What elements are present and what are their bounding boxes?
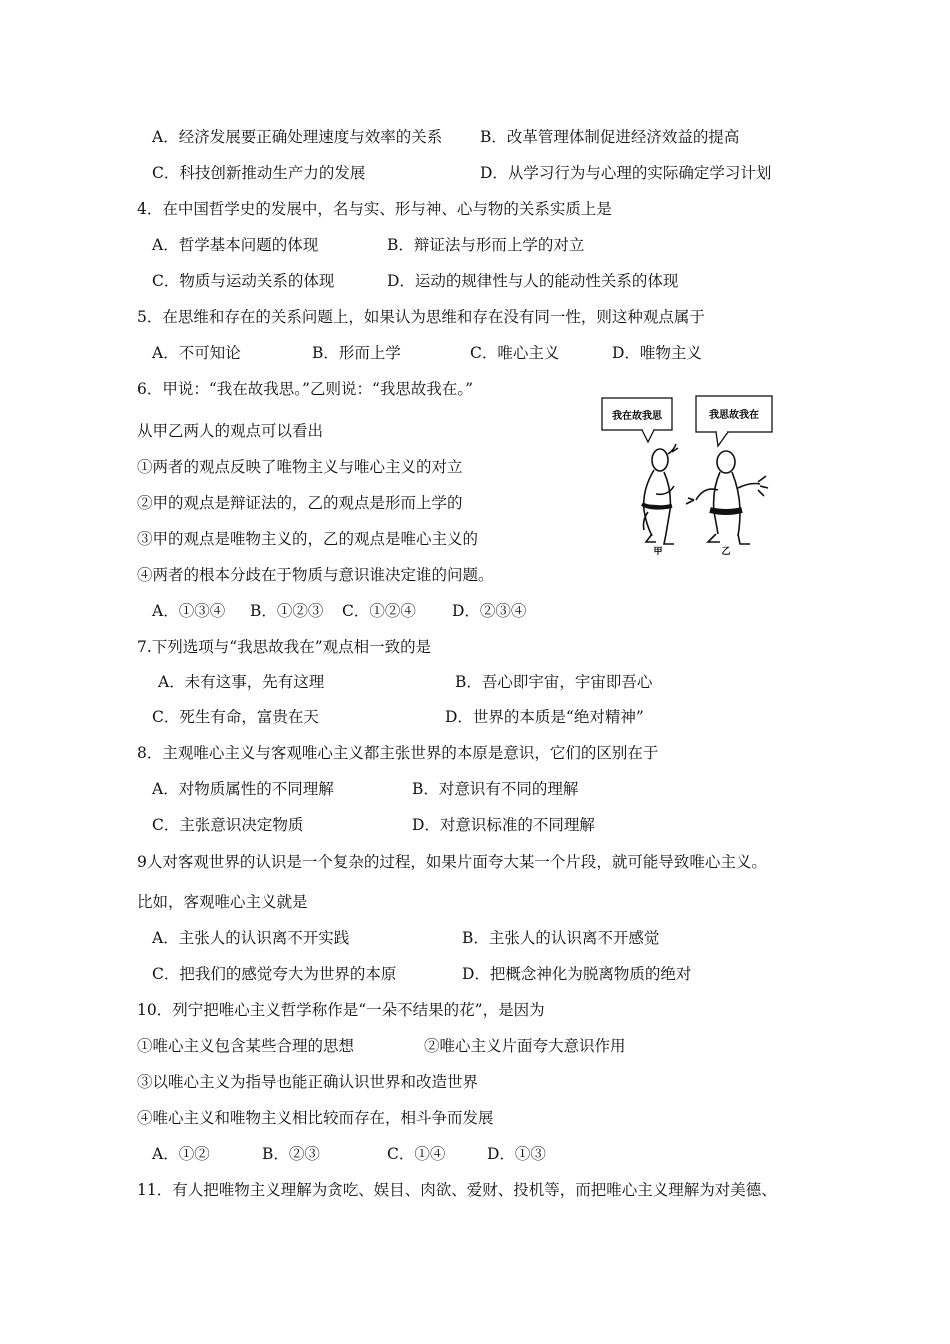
q8-option-d: D．对意识标准的不同理解 <box>412 816 595 834</box>
q8-option-b: B．对意识有不同的理解 <box>412 780 579 798</box>
debate-cartoon <box>598 394 778 556</box>
q9-option-c: C．把我们的感觉夸大为世界的本原 <box>152 965 397 983</box>
q6-stem: 6．甲说：“我在故我思。”乙则说：“我思故我在。” <box>137 380 474 398</box>
q5-option-b: B．形而上学 <box>312 344 401 362</box>
q7-option-d: D．世界的本质是“绝对精神” <box>445 708 644 726</box>
q6-statement-3: ③甲的观点是唯物主义的，乙的观点是唯心主义的 <box>137 530 479 548</box>
q10-statement-4: ④唯心主义和唯物主义相比较而存在，相斗争而发展 <box>137 1109 494 1127</box>
q5-option-c: C．唯心主义 <box>470 344 560 362</box>
left-speech-bubble <box>602 398 672 442</box>
q8-option-a: A．对物质属性的不同理解 <box>152 780 334 798</box>
bubble-left-text: 我在故我思 <box>612 411 662 422</box>
q3-option-a: A．经济发展要正确处理速度与效率的关系 <box>152 128 443 146</box>
q6-statement-1: ①两者的观点反映了唯物主义与唯心主义的对立 <box>137 458 463 476</box>
q3-option-d: D．从学习行为与心理的实际确定学习计划 <box>480 164 772 182</box>
q6-statement-2: ②甲的观点是辩证法的，乙的观点是形而上学的 <box>137 494 463 512</box>
q7-option-a: A．未有这事，先有这理 <box>158 673 325 691</box>
q4-option-d: D．运动的规律性与人的能动性关系的体现 <box>387 272 679 290</box>
q6-statement-4: ④两者的根本分歧在于物质与意识谁决定谁的问题。 <box>137 566 494 584</box>
label-yi: 乙 <box>721 547 731 556</box>
q7-stem: 7.下列选项与“我思故我在”观点相一致的是 <box>137 638 432 656</box>
q11-stem: 11．有人把唯物主义理解为贪吃、娱目、肉欲、爱财、投机等，而把唯心主义理解为对美德、 <box>137 1181 777 1199</box>
q6-option-b: B．①②③ <box>250 602 324 620</box>
q5-option-a: A．不可知论 <box>152 344 241 362</box>
q4-option-a: A．哲学基本问题的体现 <box>152 236 319 254</box>
bubble-right-text: 我思故我在 <box>709 410 759 421</box>
q4-stem: 4．在中国哲学史的发展中，名与实、形与神、心与物的关系实质上是 <box>137 200 612 218</box>
q10-option-b: B．②③ <box>262 1145 320 1163</box>
q10-statement-3: ③以唯心主义为指导也能正确认识世界和改造世界 <box>137 1073 479 1091</box>
q4-option-b: B．辩证法与形而上学的对立 <box>387 236 585 254</box>
q4-option-c: C．物质与运动关系的体现 <box>152 272 335 290</box>
q5-stem: 5．在思维和存在的关系问题上，如果认为思维和存在没有同一性，则这种观点属于 <box>137 308 705 326</box>
q10-option-c: C．①④ <box>387 1145 446 1163</box>
q8-option-c: C．主张意识决定物质 <box>152 816 304 834</box>
q8-stem: 8．主观唯心主义与客观唯心主义都主张世界的本原是意识，它们的区别在于 <box>137 744 659 762</box>
q6-option-d: D．②③④ <box>452 602 527 620</box>
person-yi-figure <box>686 451 768 544</box>
q10-statement-1: ①唯心主义包含某些合理的思想 <box>137 1037 355 1055</box>
q3-option-c: C．科技创新推动生产力的发展 <box>152 164 366 182</box>
q9-option-b: B．主张人的认识离不开感觉 <box>462 929 660 947</box>
q10-statement-2: ②唯心主义片面夸大意识作用 <box>424 1037 626 1055</box>
q10-stem: 10．列宁把唯心主义哲学称作是“一朵不结果的花”，是因为 <box>137 1001 545 1019</box>
q6-option-a: A．①③④ <box>152 602 226 620</box>
q6-option-c: C．①②④ <box>342 602 416 620</box>
q9-stem: 9人对客观世界的认识是一个复杂的过程，如果片面夸大某一个片段，就可能导致唯心主义。 <box>137 853 767 871</box>
q9-option-d: D．把概念神化为脱离物质的绝对 <box>462 965 692 983</box>
q10-option-a: A．①② <box>152 1145 210 1163</box>
label-jia: 甲 <box>653 547 663 556</box>
q7-option-c: C．死生有命，富贵在天 <box>152 708 319 726</box>
person-jia-figure <box>642 444 678 544</box>
q6-stem-continued: 从甲乙两人的观点可以看出 <box>137 422 324 440</box>
right-speech-bubble <box>696 396 772 446</box>
q3-option-b: B．改革管理体制促进经济效益的提高 <box>480 128 740 146</box>
q9-stem-continued: 比如，客观唯心主义就是 <box>137 893 308 911</box>
q5-option-d: D．唯物主义 <box>612 344 702 362</box>
q9-option-a: A．主张人的认识离不开实践 <box>152 929 350 947</box>
q7-option-b: B．吾心即宇宙，宇宙即吾心 <box>455 673 653 691</box>
q10-option-d: D．①③ <box>487 1145 546 1163</box>
